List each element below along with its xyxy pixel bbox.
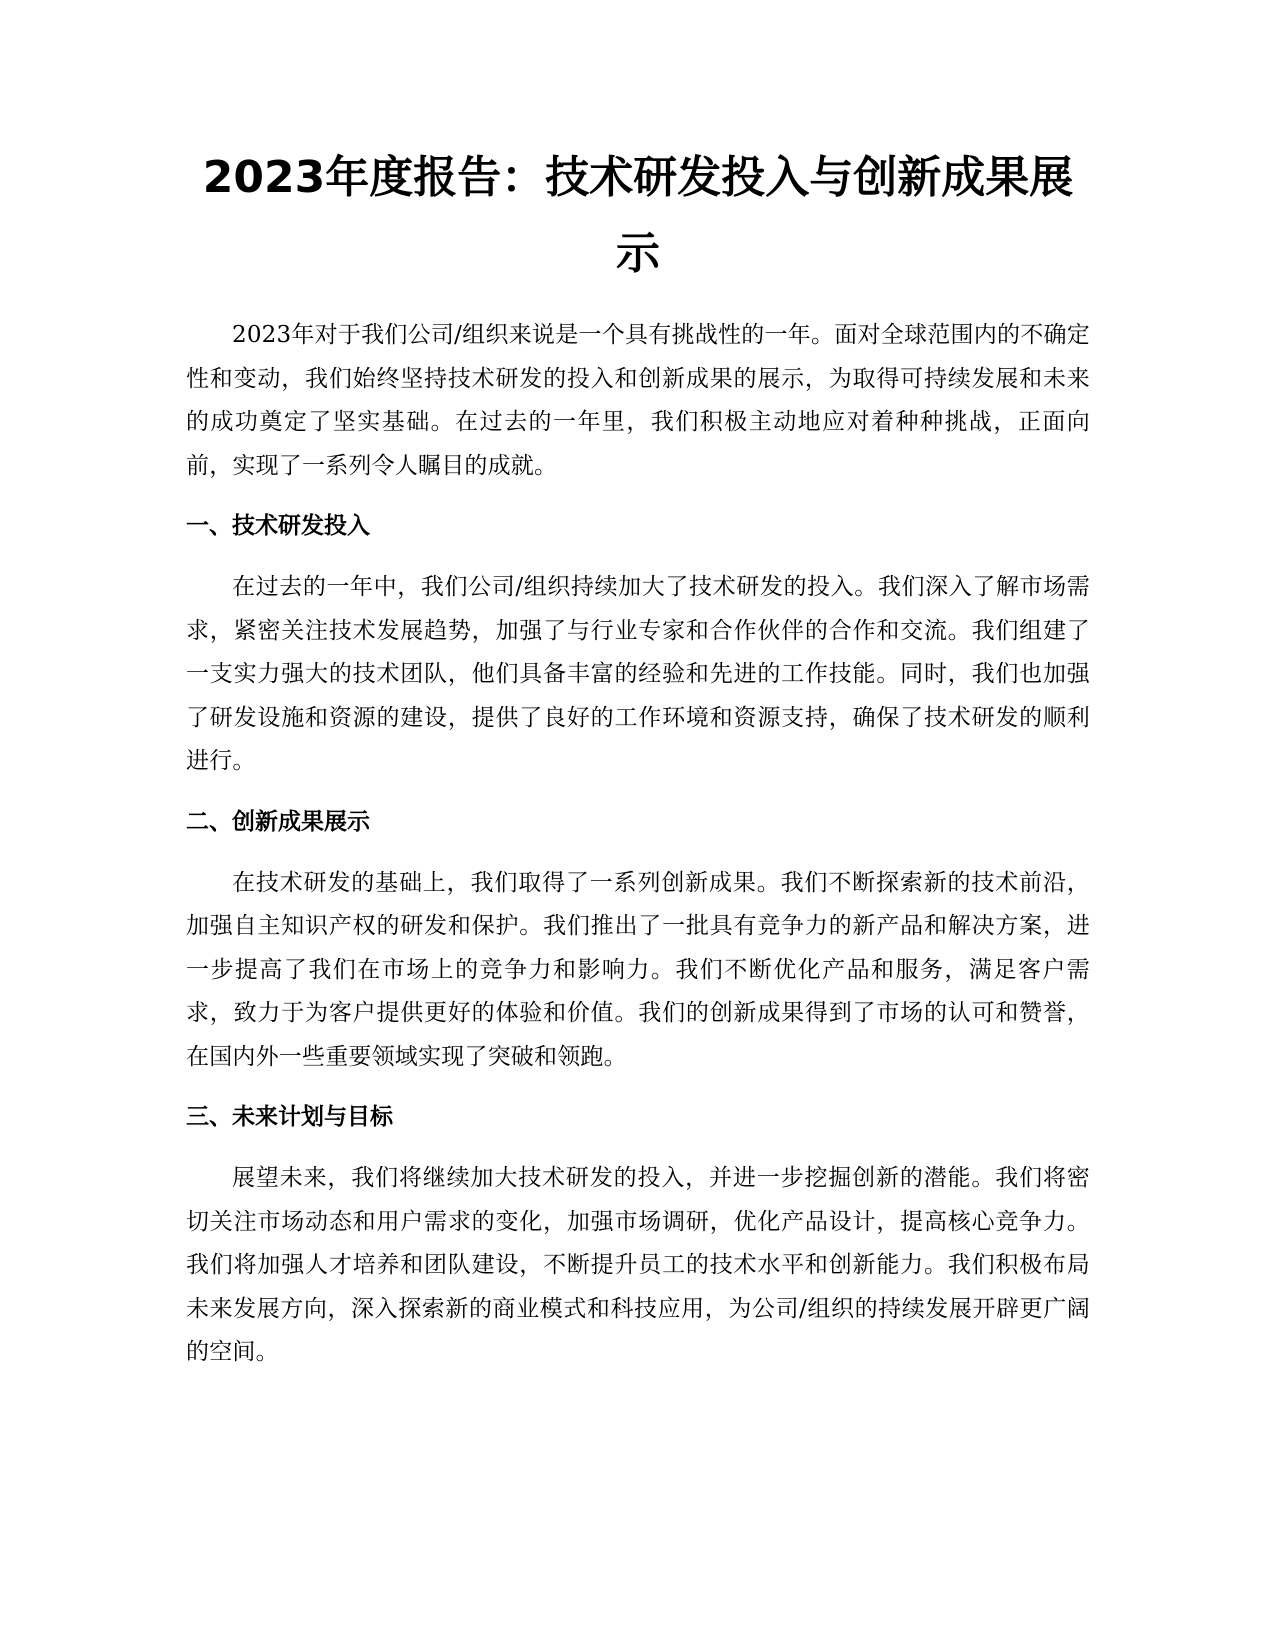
section-rd-investment bbox=[186, 504, 1090, 784]
section-heading: 三、未来计划与目标 bbox=[186, 1104, 393, 1130]
section-paragraph: 在过去的一年中，我们公司/组织持续加大了技术研发的投入。我们深入了解市场需求，紧密关注技术发展趋势，加强了与行业专家和合作伙伴的合作和交流。我们组建了一支实力强大的技术团队，他们具备丰富的经验和先进的工作技能。同时，我们也加强了研发设施和资源的建设，提供了良好的工作环境和资源支持，确保了技术研发的顺利进行。 bbox=[186, 574, 1090, 774]
document-title: 2023年度报告：技术研发投入与创新成果展示 bbox=[202, 152, 1074, 279]
section-innovation-results bbox=[186, 800, 1090, 1080]
section-heading: 一、技术研发投入 bbox=[186, 513, 370, 539]
section-heading: 二、创新成果展示 bbox=[186, 808, 370, 835]
document-page bbox=[186, 140, 1090, 1375]
intro-paragraph: 2023年对于我们公司/组织来说是一个具有挑战性的一年。面对全球范围内的不确定性和变动，我们始终坚持技术研发的投入和创新成果的展示，为取得可持续发展和未来的成功奠定了坚实基础。在过去的一年里，我们积极主动地应对着种种挑战，正面向前，实现了一系列令人瞩目的成就。 bbox=[186, 322, 1090, 479]
section-future-plans bbox=[186, 1095, 1090, 1375]
section-paragraph: 展望未来，我们将继续加大技术研发的投入，并进一步挖掘创新的潜能。我们将密切关注市场动态和用户需求的变化，加强市场调研，优化产品设计，提高核心竞争力。我们将加强人才培养和团队建设，不断提升员工的技术水平和创新能力。我们积极布局未来发展方向，深入探索新的商业模式和科技应用，为公司/组织的持续发展开辟更广阔的空间。 bbox=[186, 1165, 1090, 1365]
section-paragraph: 在技术研发的基础上，我们取得了一系列创新成果。我们不断探索新的技术前沿，加强自主知识产权的研发和保护。我们推出了一批具有竞争力的新产品和解决方案，进一步提高了我们在市场上的竞争力和影响力。我们不断优化产品和服务，满足客户需求，致力于为客户提供更好的体验和价值。我们的创新成果得到了市场的认可和赞誉，在国内外一些重要领域实现了突破和领跑。 bbox=[186, 869, 1090, 1070]
